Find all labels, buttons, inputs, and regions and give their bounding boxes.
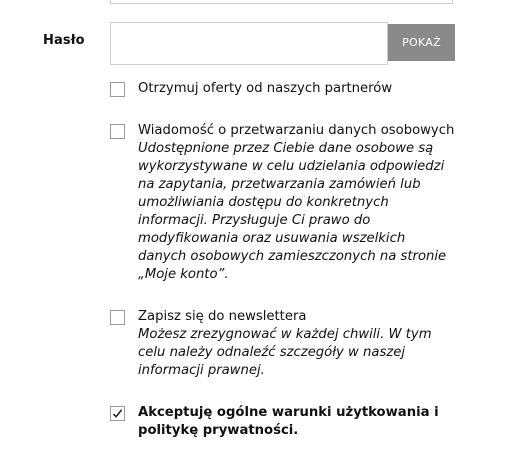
terms-label: Akceptuję ogólne warunki użytkowania i politykę prywatności.	[138, 405, 439, 438]
previous-input-field[interactable]	[110, 0, 453, 4]
show-password-button[interactable]: POKAŻ	[388, 24, 455, 61]
data-processing-checkbox[interactable]	[110, 124, 125, 139]
partners-checkbox[interactable]	[110, 82, 125, 97]
password-label: Hasło	[43, 33, 85, 48]
checkmark-icon	[112, 408, 123, 419]
newsletter-description: Możesz zrezygnować w każdej chwili. W tym celu należy odnaleźć szczegóły w naszej informacji prawnej.	[138, 327, 432, 378]
partners-label: Otrzymuj oferty od naszych partnerów	[138, 81, 393, 96]
data-processing-description: Udostępnione przez Ciebie dane osobowe są wykorzystywane w celu udzielania odpowiedzi na zapytania, przetwarzania zamówień lub umożliwiania dostępu do konkretnych informacji. Przysługuje Ci prawo do modyfikowania oraz usuwania wszelkich danych osobowych zamieszczonych na stronie „Moje konto”.	[138, 141, 447, 282]
newsletter-label: Zapisz się do newslettera	[138, 309, 307, 324]
data-processing-label: Wiadomość o przetwarzaniu danych osobowych	[138, 123, 455, 138]
terms-checkbox[interactable]	[110, 406, 125, 421]
newsletter-checkbox[interactable]	[110, 310, 125, 325]
password-input[interactable]	[110, 22, 388, 65]
